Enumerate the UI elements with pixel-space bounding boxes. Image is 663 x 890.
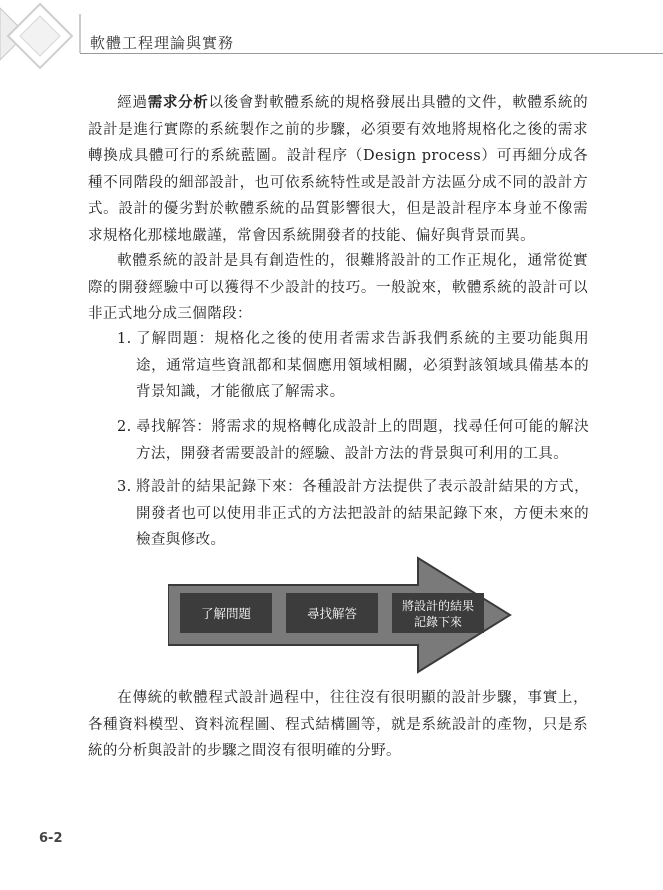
page-number: 6-2 <box>39 831 63 846</box>
paragraph-design-intro <box>88 90 588 249</box>
p1-body: 以後會對軟體系統的規格發展出具體的文件，軟體系統的設計是進行實際的系統製作之前的步驟，必須要有效地將規格化之後的需求轉換成具體可行的系統藍圖。設計程序（Design process）可再細分成各種不同階段的細部設計，也可依系統特性或是設計方法區分成不同的設計方式。設計的優劣對於軟體系統的品質影響很大，但是設計程序本身並不像需求規格化那樣地嚴謹，常會因系統開發者的技能、偏好與背景而異。 <box>88 95 588 244</box>
design-stages-diagram <box>168 556 512 674</box>
list-item <box>117 474 589 554</box>
header-divider <box>80 53 663 54</box>
p3-body: 在傳統的軟體程式設計過程中，往往沒有很明顯的設計步驟，事實上，各種資料模型、資料流程圖、程式結構圖等，就是系統設計的產物，只是系統的分析與設計的步驟之間沒有很明確的分野。 <box>88 690 588 759</box>
list-item <box>117 326 589 406</box>
step-label-record-line1: 將設計的結果 <box>401 599 475 613</box>
list-item <box>117 414 589 467</box>
p2-body: 軟體系統的設計是具有創造性的，很難將設計的工作正規化，通常從實際的開發經驗中可以獲得不少設計的技巧。一般說來，軟體系統的設計可以非正式地分成三個階段： <box>88 253 588 322</box>
list-number: 1. <box>117 331 132 347</box>
list-text: 尋找解答：將需求的規格轉化成設計上的問題，找尋任何可能的解決方法，開發者需要設計的經驗、設計方法的背景與可利用的工具。 <box>136 419 589 462</box>
list-number: 3. <box>117 479 132 495</box>
list-text: 將設計的結果記錄下來：各種設計方法提供了表示設計結果的方式，開發者也可以使用非正式的方法把設計的結果記錄下來，方便未來的檢查與修改。 <box>136 479 589 548</box>
running-header-title: 軟體工程理論與實務 <box>90 34 235 52</box>
paragraph-traditional-design <box>88 685 588 765</box>
step-label-search: 尋找解答 <box>306 606 358 621</box>
paragraph-design-stages <box>88 248 588 328</box>
list-number: 2. <box>117 419 132 435</box>
step-label-understand: 了解問題 <box>200 606 252 621</box>
list-text: 了解問題：規格化之後的使用者需求告訴我們系統的主要功能與用途，通常這些資訊都和某個應用領域相關，必須對該領域具備基本的背景知識，才能徹底了解需求。 <box>136 331 589 400</box>
step-label-record-line2: 記錄下來 <box>413 615 463 629</box>
p1-term-requirements-analysis: 需求分析 <box>147 95 209 111</box>
p1-pre: 經過 <box>117 95 148 111</box>
